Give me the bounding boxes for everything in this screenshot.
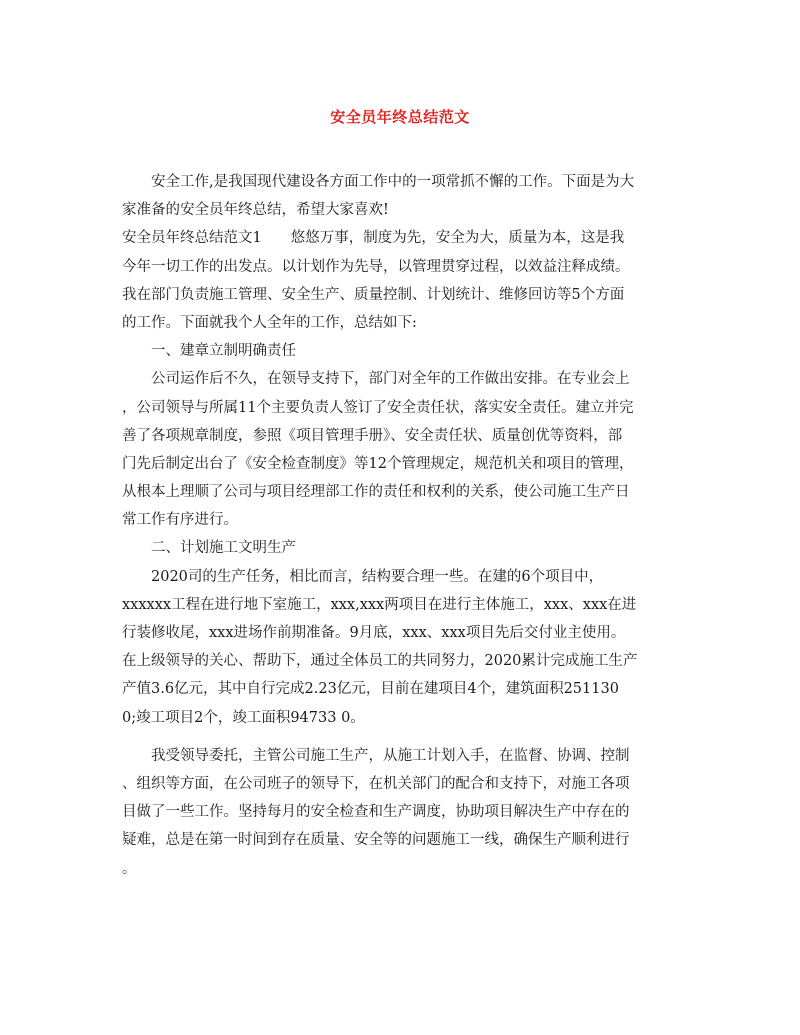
- text-line: xxxxxx工程在进行地下室施工，xxx,xxx两项目在进行主体施工，xxx、xxx在进: [122, 596, 637, 613]
- document-title: 安全员年终总结范文: [330, 108, 470, 126]
- text-line: 一、建章立制明确责任: [122, 343, 296, 360]
- text-line: 。: [122, 860, 137, 877]
- text-line: 从根本上理顺了公司与项目经理部工作的责任和权利的关系，使公司施工生产日: [122, 484, 630, 501]
- text-line: 2020司的生产任务，相比而言，结构要合理一些。在建的6个项目中，: [122, 568, 604, 585]
- text-line: 目做了一些工作。坚持每月的安全检查和生产调度，协助项目解决生产中存在的: [122, 804, 630, 821]
- text-line: 善了各项规章制度，参照《项目管理手册》、安全责任状、质量创优等资料，部: [122, 427, 623, 444]
- text-line: 行装修收尾，xxx进场作前期准备。9月底，xxx、xxx项目先后交付业主使用。: [122, 625, 626, 641]
- text-line: 门先后制定出台了《安全检查制度》等12个管理规定，规范机关和项目的管理，: [122, 455, 634, 472]
- text-line: 、组织等方面，在公司班子的领导下，在机关部门的配合和支持下，对施工各项: [122, 775, 630, 792]
- text-line: 产值3.6亿元，其中自行完成2.23亿元，目前在建项目4个，建筑面积251130: [122, 681, 619, 698]
- text-line: ，公司领导与所属11个主要负责人签订了安全责任状，落实安全责任。建立并完: [122, 399, 634, 416]
- text-line: 今年一切工作的出发点。以计划作为先导，以管理贯穿过程，以效益注释成绩。: [122, 258, 630, 275]
- text-line: 在上级领导的关心、帮助下，通过全体员工的共同努力，2020累计完成施工生产: [122, 653, 638, 670]
- text-line: 二、计划施工文明生产: [122, 540, 296, 557]
- text-line: 常工作有序进行。: [122, 512, 238, 529]
- text-line: 公司运作后不久，在领导支持下，部门对全年的工作做出安排。在专业会上: [122, 371, 630, 388]
- text-line: 家准备的安全员年终总结，希望大家喜欢!: [122, 202, 389, 219]
- text-line: 疑难，总是在第一时间到存在质量、安全等的问题施工一线，确保生产顺利进行: [122, 832, 630, 849]
- text-line: 我在部门负责施工管理、安全生产、质量控制、计划统计、维修回访等5个方面: [122, 286, 625, 303]
- text-line: 的工作。下面就我个人全年的工作，总结如下:: [122, 314, 417, 331]
- text-line: 0;竣工项目2个，竣工面积94733 0。: [122, 709, 365, 726]
- text-line: 安全员年终总结范文1 悠悠万事，制度为先，安全为大，质量为本，这是我: [122, 230, 625, 247]
- document-body: [122, 168, 682, 883]
- text-line: 我受领导委托，主管公司施工生产，从施工计划入手，在监督、协调、控制: [122, 747, 630, 764]
- text-line: 安全工作,是我国现代建设各方面工作中的一项常抓不懈的工作。下面是为大: [122, 174, 635, 190]
- paragraph-gap: [122, 732, 682, 742]
